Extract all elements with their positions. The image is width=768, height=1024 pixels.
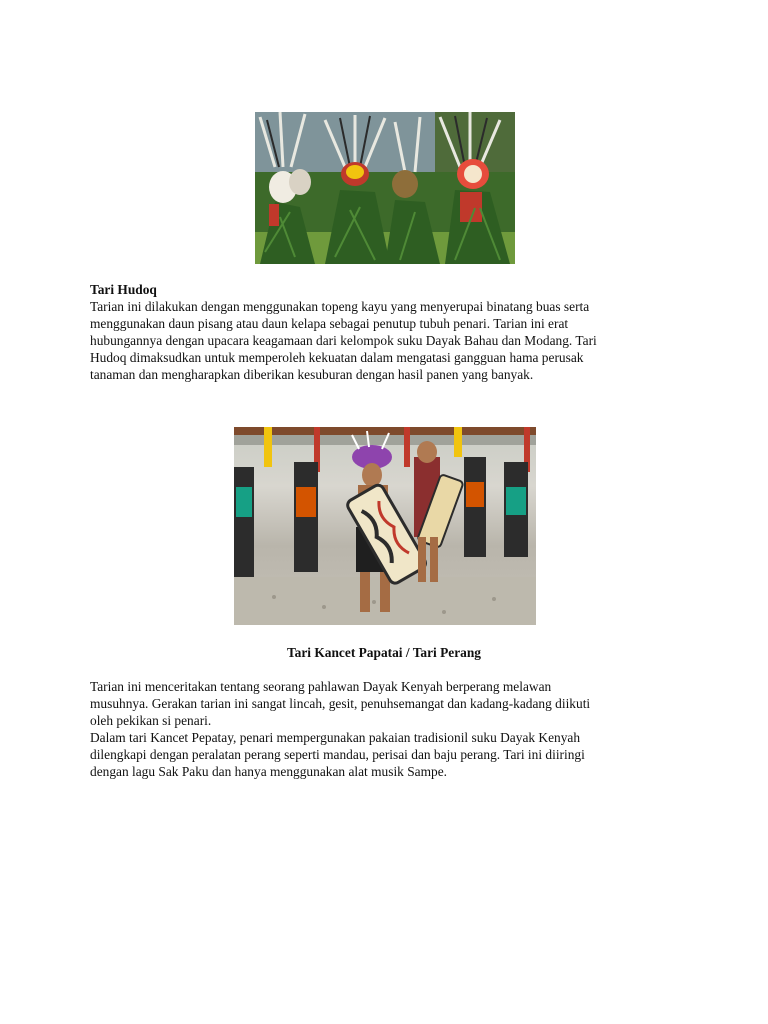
- text-line: tanaman dan mengharapkan diberikan kesuburan dengan hasil panen yang banyak.: [90, 367, 534, 382]
- paragraph-kancet-papatai-2: [90, 729, 680, 780]
- paragraph-tari-hudoq: [90, 298, 680, 383]
- text-line: Dalam tari Kancet Pepatay, penari mempergunakan pakaian tradisionil suku Dayak Kenyah: [90, 730, 581, 745]
- paragraph-kancet-papatai-1: [90, 678, 680, 729]
- text-line: dengan lagu Sak Paku dan hanya menggunakan alat musik Sampe.: [90, 764, 447, 779]
- text-line: menggunakan daun pisang atau daun kelapa sebagai penutup tubuh penari. Tarian ini erat: [90, 316, 569, 331]
- text-line: Tarian ini menceritakan tentang seorang pahlawan Dayak Kenyah berperang melawan: [90, 679, 552, 694]
- text-line: musuhnya. Gerakan tarian ini sangat lincah, gesit, penuhsemangat dan kadang-kadang diikuti: [90, 696, 591, 711]
- text-line: Tarian ini dilakukan dengan menggunakan topeng kayu yang menyerupai binatang buas serta: [90, 299, 590, 314]
- section-heading-tari-hudoq: Tari Hudoq: [90, 282, 157, 297]
- text-line: oleh pekikan si penari.: [90, 713, 212, 728]
- hudoq-dance-photo: [255, 112, 515, 264]
- text-line: hubungannya dengan upacara keagamaan dari kelompok suku Dayak Bahau dan Modang. Tari: [90, 333, 597, 348]
- text-line: Hudoq dimaksudkan untuk memperoleh kekuatan dalam mengatasi gangguan hama perusak: [90, 350, 584, 365]
- kancet-papatai-dance-photo: [234, 427, 536, 625]
- text-line: dilengkapi dengan peralatan perang seperti mandau, perisai dan baju perang. Tari ini diiringi: [90, 747, 585, 762]
- section-heading-tari-kancet-papatai: Tari Kancet Papatai / Tari Perang: [286, 645, 482, 660]
